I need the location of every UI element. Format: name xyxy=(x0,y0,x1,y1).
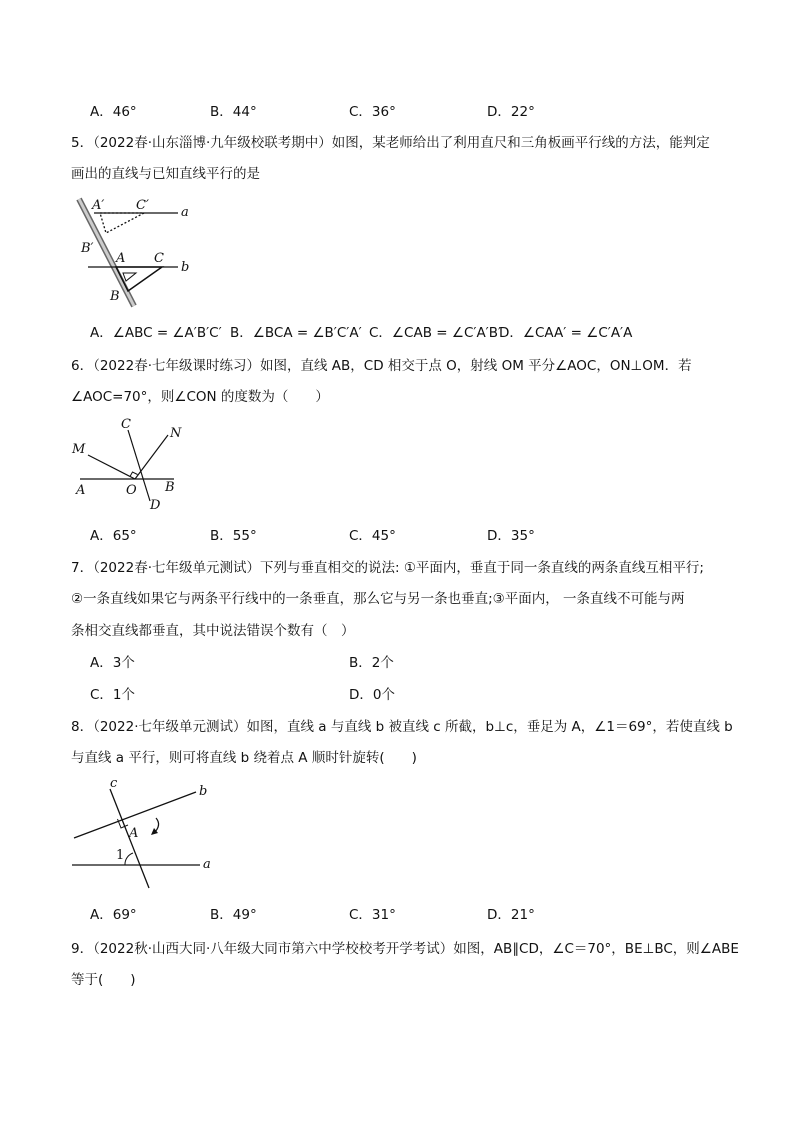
q8-stem-line2: 与直线 a 平行，则可将直线 b 绕着点 A 顺时针旋转( ) xyxy=(71,750,417,766)
q5-figure xyxy=(74,196,204,310)
q4-option-a[interactable]: A．46° xyxy=(90,104,137,120)
q7-option-c[interactable]: C．1个 xyxy=(90,687,136,703)
q6-option-c[interactable]: C．45° xyxy=(349,528,396,544)
label-b: B xyxy=(165,480,175,495)
label-a: A xyxy=(76,483,86,498)
label-a-prime: A′ xyxy=(92,198,105,213)
q7-stem-line3: 条相交直线都垂直，其中说法错误个数有（ ） xyxy=(71,623,355,639)
q6-figure xyxy=(70,415,190,515)
q8-option-d[interactable]: D．21° xyxy=(487,907,535,923)
q5-option-b[interactable]: B．∠BCA = ∠B′C′A′ xyxy=(230,325,362,341)
q6-option-d[interactable]: D．35° xyxy=(487,528,535,544)
q7-stem-line2: ②一条直线如果它与两条平行线中的一条垂直，那么它与另一条也垂直;③平面内， 一条直线不可能与两 xyxy=(71,591,685,607)
label-c: C xyxy=(154,251,164,266)
q5-stem-line2: 画出的直线与已知直线平行的是 xyxy=(71,166,260,182)
triangle-inner xyxy=(123,273,136,281)
label-line-b: b xyxy=(181,260,190,275)
q8-option-b[interactable]: B．49° xyxy=(210,907,257,923)
label-o: O xyxy=(126,483,137,498)
q5-option-c[interactable]: C．∠CAB = ∠C′A′B′ xyxy=(369,325,502,341)
q6-stem-line1: 6．（2022春·七年级课时练习）如图，直线 AB，CD 相交于点 O，射线 OM 平分∠AOC，ON⊥OM．若 xyxy=(71,358,692,374)
q8-option-c[interactable]: C．31° xyxy=(349,907,396,923)
label-line-a: a xyxy=(181,205,189,220)
q4-option-c[interactable]: C．36° xyxy=(349,104,396,120)
q5-option-a[interactable]: A．∠ABC = ∠A′B′C′ xyxy=(90,325,222,341)
label-angle-1: 1 xyxy=(116,848,125,863)
q8-stem-line1: 8．（2022·七年级单元测试）如图，直线 a 与直线 b 被直线 c 所截，b⊥c，垂足为 A，∠1＝69°，若使直线 b xyxy=(71,719,733,735)
label-b: b xyxy=(199,784,208,799)
q7-stem-line1: 7．（2022春·七年级单元测试）下列与垂直相交的说法: ①平面内，垂直于同一条直线的两条直线互相平行; xyxy=(71,560,704,576)
q6-option-a[interactable]: A．65° xyxy=(90,528,137,544)
q7-option-b[interactable]: B．2个 xyxy=(349,655,394,671)
triangle-dotted xyxy=(100,213,144,233)
label-b: B xyxy=(110,289,120,304)
q4-option-d[interactable]: D．22° xyxy=(487,104,535,120)
label-n: N xyxy=(170,426,182,441)
ray-om xyxy=(88,455,135,479)
ray-on xyxy=(135,435,168,479)
q7-option-a[interactable]: A．3个 xyxy=(90,655,135,671)
q6-option-b[interactable]: B．55° xyxy=(210,528,257,544)
angle-1-arc xyxy=(125,853,133,865)
label-b-prime: B′ xyxy=(81,241,94,256)
label-c-prime: C′ xyxy=(136,198,149,213)
q6-stem-line2: ∠AOC=70°，则∠CON 的度数为（ ） xyxy=(71,389,329,405)
label-point-a: A xyxy=(129,826,139,841)
label-a: A xyxy=(116,251,126,266)
q8-option-a[interactable]: A．69° xyxy=(90,907,137,923)
q9-stem-line1: 9．（2022秋·山西大同·八年级大同市第六中学校校考开学考试）如图，AB∥CD，∠C＝70°，BE⊥BC，则∠ABE xyxy=(71,941,739,957)
q4-option-b[interactable]: B．44° xyxy=(210,104,257,120)
label-d: D xyxy=(150,498,161,513)
q5-option-d[interactable]: D．∠CAA′ = ∠C′A′A xyxy=(499,325,633,341)
q9-stem-line2: 等于( ) xyxy=(71,972,136,988)
label-m: M xyxy=(72,442,86,457)
q5-stem-line1: 5．（2022春·山东淄博·九年级校联考期中）如图，某老师给出了利用直尺和三角板画平行线的方法，能判定 xyxy=(71,135,710,151)
q8-figure xyxy=(68,773,228,893)
q7-option-d[interactable]: D．0个 xyxy=(349,687,395,703)
label-c: c xyxy=(110,776,118,791)
label-a: a xyxy=(203,857,211,872)
label-c: C xyxy=(121,417,131,432)
right-angle-mark xyxy=(130,472,138,477)
